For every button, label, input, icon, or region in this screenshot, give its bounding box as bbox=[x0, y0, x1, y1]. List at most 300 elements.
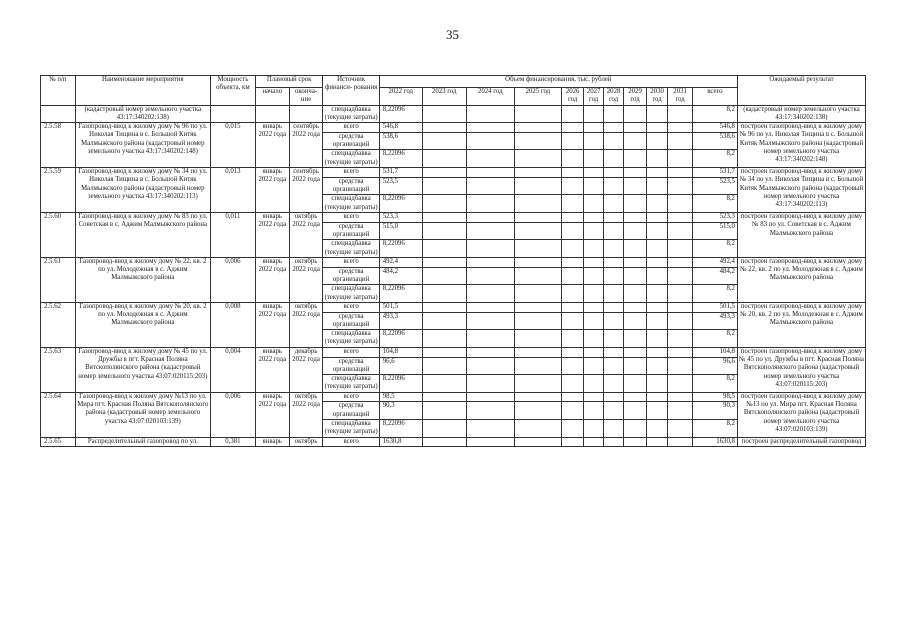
value-2027 bbox=[584, 150, 603, 168]
value-2022: 8,22096 bbox=[379, 285, 422, 303]
value-2029 bbox=[624, 347, 647, 357]
value-total: 484,2 bbox=[692, 267, 737, 285]
value-2024 bbox=[466, 105, 514, 123]
value-2024 bbox=[466, 257, 514, 267]
value-2025 bbox=[514, 123, 561, 133]
value-2026 bbox=[561, 257, 584, 267]
value-2028 bbox=[603, 420, 623, 438]
value-2028 bbox=[603, 212, 623, 222]
value-2030 bbox=[646, 437, 667, 446]
value-total: 98,5 bbox=[692, 392, 737, 402]
row-source: спецнадбавка (текущие затраты) bbox=[324, 195, 378, 211]
value-total: 90,3 bbox=[692, 402, 737, 420]
value-2024 bbox=[466, 132, 514, 150]
value-2027 bbox=[584, 257, 603, 267]
row-capacity bbox=[210, 105, 255, 123]
header-start: начало bbox=[255, 88, 289, 106]
value-2026 bbox=[561, 240, 584, 258]
value-2025 bbox=[514, 222, 561, 240]
table-row bbox=[41, 302, 866, 312]
row-source: спецнадбавка (текущие затраты) bbox=[324, 240, 378, 256]
value-2027 bbox=[584, 330, 603, 348]
value-2024 bbox=[466, 123, 514, 133]
value-2024 bbox=[466, 285, 514, 303]
value-2028 bbox=[603, 392, 623, 402]
value-2024 bbox=[466, 222, 514, 240]
value-2027 bbox=[584, 420, 603, 438]
value-2029 bbox=[624, 285, 647, 303]
value-2023 bbox=[422, 312, 466, 330]
value-2030 bbox=[646, 285, 667, 303]
value-2028 bbox=[603, 195, 623, 213]
header-number: № п/п bbox=[41, 76, 76, 106]
header-year: 2028 год bbox=[603, 88, 623, 106]
table-row bbox=[41, 123, 866, 133]
value-2026 bbox=[561, 312, 584, 330]
value-2031 bbox=[668, 347, 693, 357]
row-name: Газопровод-ввод к жилому дому №13 по ул. Мира пгт. Красная Поляна Вятскополянского района (кадастровый номер земельного участка 43:07:020103:139) bbox=[75, 392, 210, 437]
value-2027 bbox=[584, 285, 603, 303]
row-source: средства организаций bbox=[323, 357, 379, 375]
value-2031 bbox=[668, 420, 693, 438]
row-result: построен газопровод-ввод к жилому дому № 83 по ул. Советская в с. Аджим Малмыжского района bbox=[737, 212, 865, 257]
value-2027 bbox=[584, 302, 603, 312]
value-2024 bbox=[466, 212, 514, 222]
row-end: октябрь 2022 года bbox=[289, 302, 323, 347]
row-capacity: 0,006 bbox=[210, 257, 255, 302]
value-2029 bbox=[624, 437, 647, 446]
value-2022: 493,3 bbox=[379, 312, 422, 330]
value-total: 546,8 bbox=[692, 123, 737, 133]
row-source: спецнадбавка (текущие затраты) bbox=[324, 420, 378, 436]
value-2029 bbox=[624, 392, 647, 402]
value-2029 bbox=[624, 195, 647, 213]
value-2023 bbox=[422, 437, 466, 446]
value-total: 531,7 bbox=[692, 168, 737, 178]
value-2030 bbox=[646, 267, 667, 285]
row-capacity: 0,015 bbox=[210, 123, 255, 168]
row-result: (кадастровый номер земельного участка 43:17:340202:138) bbox=[737, 105, 865, 123]
row-result: построен газопровод-ввод к жилому дому № 96 по ул. Николая Тищина в с. Большой Китяк Малмыжского района (кадастровый номер земельного участка 43:17:340202:148) bbox=[737, 123, 865, 168]
value-total: 8,2 bbox=[692, 150, 737, 168]
row-source: всего bbox=[323, 168, 379, 178]
table-row-continuation bbox=[41, 105, 866, 123]
row-name: Газопровод-ввод к жилому дому № 22, кв. 2 по ул. Молодежная в с. Аджим Малмыжского района bbox=[75, 257, 210, 302]
value-2024 bbox=[466, 330, 514, 348]
header-year: 2026 год bbox=[561, 88, 584, 106]
row-source: всего bbox=[323, 392, 379, 402]
value-2024 bbox=[466, 240, 514, 258]
header-year: 2030 год bbox=[646, 88, 667, 106]
value-2026 bbox=[561, 222, 584, 240]
row-source: всего bbox=[323, 257, 379, 267]
value-2028 bbox=[603, 177, 623, 195]
value-2030 bbox=[646, 330, 667, 348]
value-2028 bbox=[603, 240, 623, 258]
value-2028 bbox=[603, 257, 623, 267]
value-2030 bbox=[646, 132, 667, 150]
row-name: Газопровод-ввод к жилому дому № 83 по ул. Советская в с. Аджим Малмыжского района bbox=[75, 212, 210, 257]
row-name: Газопровод-ввод к жилому дому № 34 по ул. Николая Тищина в с. Большой Китяк Малмыжского района (кадастровый номер земельного участка 43:17:340202:113) bbox=[75, 168, 210, 213]
row-start: январь 2022 года bbox=[255, 168, 289, 213]
row-name: Газопровод-ввод к жилому дому № 96 по ул. Николая Тищина в с. Большой Китяк Малмыжского района (кадастровый номер земельного участка 43:17:340202:148) bbox=[75, 123, 210, 168]
value-2029 bbox=[624, 177, 647, 195]
value-2024 bbox=[466, 302, 514, 312]
value-2022: 8,22096 bbox=[379, 420, 422, 438]
value-2024 bbox=[466, 392, 514, 402]
value-2025 bbox=[514, 168, 561, 178]
header-period: Плановый срок bbox=[255, 76, 323, 88]
row-source: всего bbox=[323, 347, 379, 357]
value-2023 bbox=[422, 177, 466, 195]
value-2031 bbox=[668, 222, 693, 240]
header-year: 2022 год bbox=[379, 88, 422, 106]
header-end: оконча- ние bbox=[289, 88, 323, 106]
value-2031 bbox=[668, 212, 693, 222]
row-source: всего bbox=[323, 302, 379, 312]
value-2024 bbox=[466, 177, 514, 195]
value-2025 bbox=[514, 392, 561, 402]
value-2026 bbox=[561, 420, 584, 438]
header-year: 2029 год bbox=[624, 88, 647, 106]
row-source: спецнадбавка (текущие затраты) bbox=[324, 285, 378, 301]
row-name: Газопровод-ввод к жилому дому № 45 по ул. Дружбы в пгт. Красная Поляна Вятскополянского района (кадастровый номер земельного участка 43:07:020115:203) bbox=[75, 347, 210, 392]
value-2031 bbox=[668, 177, 693, 195]
row-name: Распределительный газопровод по ул. bbox=[75, 437, 210, 446]
value-2024 bbox=[466, 168, 514, 178]
value-2022: 98,5 bbox=[379, 392, 422, 402]
value-2023 bbox=[422, 105, 466, 123]
value-2028 bbox=[603, 150, 623, 168]
value-2022: 546,8 bbox=[379, 123, 422, 133]
table-row bbox=[41, 168, 866, 178]
value-2031 bbox=[668, 132, 693, 150]
value-2028 bbox=[603, 347, 623, 357]
value-2029 bbox=[624, 212, 647, 222]
value-2022: 531,7 bbox=[379, 168, 422, 178]
row-source: средства организаций bbox=[323, 312, 379, 330]
value-2029 bbox=[624, 312, 647, 330]
value-2024 bbox=[466, 402, 514, 420]
value-2029 bbox=[624, 375, 647, 393]
value-2025 bbox=[514, 177, 561, 195]
row-number: 2.5.62 bbox=[41, 302, 76, 347]
row-start: январь 2022 года bbox=[255, 212, 289, 257]
header-finance: Объем финансирования, тыс. рублей bbox=[379, 76, 737, 88]
value-2027 bbox=[584, 347, 603, 357]
table-row bbox=[41, 257, 866, 267]
value-2027 bbox=[584, 437, 603, 446]
value-2030 bbox=[646, 420, 667, 438]
value-total: 523,5 bbox=[692, 177, 737, 195]
value-2026 bbox=[561, 150, 584, 168]
value-2030 bbox=[646, 375, 667, 393]
value-2031 bbox=[668, 330, 693, 348]
row-source: средства организаций bbox=[323, 267, 379, 285]
value-2031 bbox=[668, 312, 693, 330]
header-year: 2027 год bbox=[584, 88, 603, 106]
value-total: 1630,8 bbox=[692, 437, 737, 446]
header-result: Ожидаемый результат bbox=[737, 76, 865, 106]
row-start: январь bbox=[255, 437, 289, 446]
value-2022: 96,6 bbox=[379, 357, 422, 375]
value-2023 bbox=[422, 330, 466, 348]
header-year: 2031 год bbox=[668, 88, 693, 106]
value-2030 bbox=[646, 312, 667, 330]
row-end: октябрь 2022 года bbox=[289, 257, 323, 302]
value-2027 bbox=[584, 392, 603, 402]
value-2031 bbox=[668, 240, 693, 258]
value-2028 bbox=[603, 330, 623, 348]
value-2030 bbox=[646, 392, 667, 402]
value-2031 bbox=[668, 375, 693, 393]
value-total: 523,3 bbox=[692, 212, 737, 222]
value-2025 bbox=[514, 240, 561, 258]
value-2027 bbox=[584, 195, 603, 213]
value-2029 bbox=[624, 168, 647, 178]
value-2026 bbox=[561, 212, 584, 222]
value-2030 bbox=[646, 240, 667, 258]
value-2029 bbox=[624, 302, 647, 312]
value-2031 bbox=[668, 123, 693, 133]
value-2026 bbox=[561, 267, 584, 285]
value-2027 bbox=[584, 123, 603, 133]
row-source: спецнадбавка (текущие затраты) bbox=[324, 330, 378, 346]
value-2024 bbox=[466, 437, 514, 446]
value-total: 8,2 bbox=[692, 195, 737, 213]
value-2023 bbox=[422, 285, 466, 303]
value-2022: 8,22096 bbox=[379, 195, 422, 213]
value-2027 bbox=[584, 132, 603, 150]
value-2023 bbox=[422, 357, 466, 375]
row-result: построен газопровод-ввод к жилому дому №13 по ул. Мира пгт. Красная Поляна Вятскополянского района (кадастровый номер земельного участка 43:07:020103:139) bbox=[737, 392, 865, 437]
row-end: октябрь 2022 года bbox=[289, 212, 323, 257]
value-2027 bbox=[584, 357, 603, 375]
value-2028 bbox=[603, 402, 623, 420]
value-2028 bbox=[603, 123, 623, 133]
value-2023 bbox=[422, 347, 466, 357]
value-2028 bbox=[603, 132, 623, 150]
value-2027 bbox=[584, 105, 603, 123]
row-start bbox=[255, 105, 289, 123]
header-year: 2024 год bbox=[466, 88, 514, 106]
value-2025 bbox=[514, 150, 561, 168]
row-source: средства организаций bbox=[323, 177, 379, 195]
value-2029 bbox=[624, 267, 647, 285]
value-2025 bbox=[514, 105, 561, 123]
value-2030 bbox=[646, 177, 667, 195]
value-2031 bbox=[668, 267, 693, 285]
value-2028 bbox=[603, 375, 623, 393]
table-row-last bbox=[41, 437, 866, 446]
row-start: январь 2022 года bbox=[255, 347, 289, 392]
row-capacity: 0,013 bbox=[210, 168, 255, 213]
value-2025 bbox=[514, 302, 561, 312]
value-2022: 8,22096 bbox=[379, 375, 422, 393]
row-start: январь 2022 года bbox=[255, 392, 289, 437]
header-year: 2025 год bbox=[514, 88, 561, 106]
value-2023 bbox=[422, 420, 466, 438]
value-total: 8,2 bbox=[692, 285, 737, 303]
row-number: 2.5.60 bbox=[41, 212, 76, 257]
table-row bbox=[41, 212, 866, 222]
row-end: декабрь 2022 года bbox=[289, 347, 323, 392]
value-2025 bbox=[514, 195, 561, 213]
row-capacity: 0,006 bbox=[210, 392, 255, 437]
value-2025 bbox=[514, 420, 561, 438]
value-2025 bbox=[514, 437, 561, 446]
value-2023 bbox=[422, 392, 466, 402]
row-source: всего bbox=[323, 123, 379, 133]
value-2022: 501,5 bbox=[379, 302, 422, 312]
value-2023 bbox=[422, 402, 466, 420]
row-result: построен распределительный газопровод bbox=[737, 437, 865, 446]
value-2022: 8,22096 bbox=[379, 105, 422, 123]
row-number: 2.5.61 bbox=[41, 257, 76, 302]
value-2025 bbox=[514, 402, 561, 420]
value-2024 bbox=[466, 312, 514, 330]
value-2029 bbox=[624, 402, 647, 420]
value-2026 bbox=[561, 437, 584, 446]
value-2029 bbox=[624, 150, 647, 168]
value-2030 bbox=[646, 402, 667, 420]
value-2024 bbox=[466, 195, 514, 213]
value-2027 bbox=[584, 312, 603, 330]
value-2028 bbox=[603, 302, 623, 312]
value-2030 bbox=[646, 347, 667, 357]
value-2023 bbox=[422, 212, 466, 222]
value-2022: 90,3 bbox=[379, 402, 422, 420]
header-year: 2023 год bbox=[422, 88, 466, 106]
value-2024 bbox=[466, 357, 514, 375]
value-2023 bbox=[422, 168, 466, 178]
value-2027 bbox=[584, 212, 603, 222]
value-2030 bbox=[646, 257, 667, 267]
value-2027 bbox=[584, 402, 603, 420]
row-source: спецнадбавка (текущие затраты) bbox=[324, 105, 378, 121]
value-2022: 8,22096 bbox=[379, 240, 422, 258]
header-source: Источник финанси- рования bbox=[323, 76, 379, 106]
value-2025 bbox=[514, 330, 561, 348]
value-2028 bbox=[603, 437, 623, 446]
row-source: спецнадбавка (текущие затраты) bbox=[324, 375, 378, 391]
value-2023 bbox=[422, 150, 466, 168]
value-2027 bbox=[584, 177, 603, 195]
row-number: 2.5.58 bbox=[41, 123, 76, 168]
row-capacity: 0,008 bbox=[210, 302, 255, 347]
value-2029 bbox=[624, 420, 647, 438]
row-number: 2.5.59 bbox=[41, 168, 76, 213]
row-start: январь 2022 года bbox=[255, 123, 289, 168]
value-2031 bbox=[668, 402, 693, 420]
value-2031 bbox=[668, 357, 693, 375]
value-2029 bbox=[624, 257, 647, 267]
value-2023 bbox=[422, 195, 466, 213]
row-end: сентябрь 2022 года bbox=[289, 168, 323, 213]
value-2028 bbox=[603, 105, 623, 123]
value-2031 bbox=[668, 150, 693, 168]
value-2023 bbox=[422, 267, 466, 285]
value-2028 bbox=[603, 312, 623, 330]
value-2025 bbox=[514, 375, 561, 393]
value-2027 bbox=[584, 168, 603, 178]
value-2024 bbox=[466, 375, 514, 393]
value-2025 bbox=[514, 212, 561, 222]
value-2024 bbox=[466, 267, 514, 285]
value-2031 bbox=[668, 168, 693, 178]
value-2026 bbox=[561, 132, 584, 150]
value-total: 501,5 bbox=[692, 302, 737, 312]
row-name: (кадастровый номер земельного участка 43:17:340202:138) bbox=[75, 105, 210, 123]
row-source: средства организаций bbox=[323, 402, 379, 420]
value-2031 bbox=[668, 285, 693, 303]
value-2023 bbox=[422, 257, 466, 267]
row-source: всего bbox=[323, 212, 379, 222]
value-2027 bbox=[584, 240, 603, 258]
value-2029 bbox=[624, 222, 647, 240]
value-2022: 523,3 bbox=[379, 212, 422, 222]
value-2022: 8,22096 bbox=[379, 150, 422, 168]
value-2022: 523,5 bbox=[379, 177, 422, 195]
value-total: 8,2 bbox=[692, 330, 737, 348]
value-2030 bbox=[646, 150, 667, 168]
value-2025 bbox=[514, 285, 561, 303]
value-2029 bbox=[624, 132, 647, 150]
row-end: сентябрь 2022 года bbox=[289, 123, 323, 168]
value-total: 8,2 bbox=[692, 105, 737, 123]
value-2024 bbox=[466, 420, 514, 438]
value-2025 bbox=[514, 132, 561, 150]
header-capacity: Мощность объекта, км bbox=[210, 76, 255, 106]
value-2031 bbox=[668, 195, 693, 213]
value-2026 bbox=[561, 177, 584, 195]
row-result: построен газопровод-ввод к жилому дому № 20, кв. 2 по ул. Молодежная в с. Аджим Малмыжского района bbox=[737, 302, 865, 347]
table-row bbox=[41, 347, 866, 357]
financing-table bbox=[40, 75, 866, 447]
value-2023 bbox=[422, 222, 466, 240]
value-2025 bbox=[514, 257, 561, 267]
value-2026 bbox=[561, 402, 584, 420]
value-2030 bbox=[646, 105, 667, 123]
value-2022: 8,22096 bbox=[379, 330, 422, 348]
value-2023 bbox=[422, 240, 466, 258]
value-2028 bbox=[603, 285, 623, 303]
value-2028 bbox=[603, 222, 623, 240]
value-2031 bbox=[668, 257, 693, 267]
row-end bbox=[289, 105, 323, 123]
value-2026 bbox=[561, 105, 584, 123]
page-number: 35 bbox=[446, 27, 459, 42]
value-2026 bbox=[561, 392, 584, 402]
value-2026 bbox=[561, 195, 584, 213]
value-2029 bbox=[624, 240, 647, 258]
value-2022: 1630,8 bbox=[379, 437, 422, 446]
value-2022: 538,6 bbox=[379, 132, 422, 150]
value-2025 bbox=[514, 312, 561, 330]
row-end: октябрь bbox=[289, 437, 323, 446]
value-total: 104,8 bbox=[692, 347, 737, 357]
row-start: январь 2022 года bbox=[255, 257, 289, 302]
row-result: построен газопровод-ввод к жилому дому № 34 по ул. Николая Тищина в с. Большой Китяк Малмыжского района (кадастровый номер земельного участка 43:17:340202:113) bbox=[737, 168, 865, 213]
row-number: 2.5.65 bbox=[41, 437, 76, 446]
value-2031 bbox=[668, 105, 693, 123]
row-end: октябрь 2022 года bbox=[289, 392, 323, 437]
value-2024 bbox=[466, 347, 514, 357]
value-2029 bbox=[624, 357, 647, 375]
value-total: 8,2 bbox=[692, 420, 737, 438]
value-2029 bbox=[624, 123, 647, 133]
value-2025 bbox=[514, 267, 561, 285]
